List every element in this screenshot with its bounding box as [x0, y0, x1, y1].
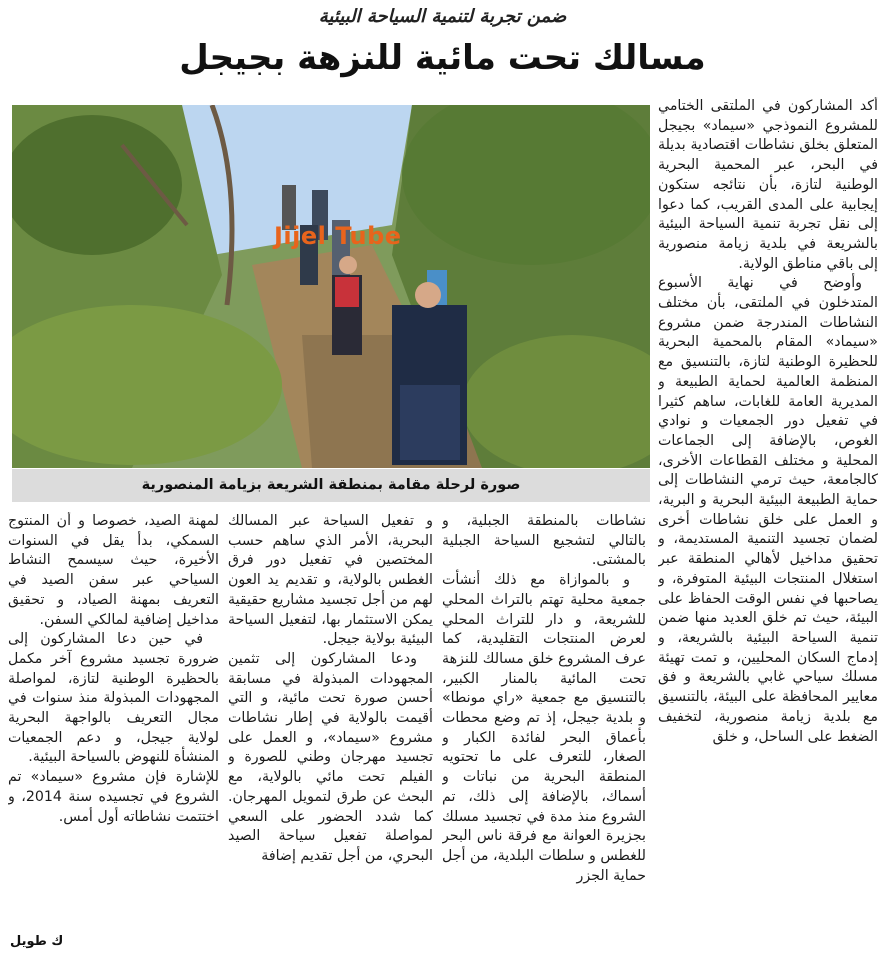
hiking-photo-illustration	[12, 105, 650, 468]
paragraph: في حين دعا المشاركون إلى ضرورة تجسيد مشروع آخر مكمل بالحظيرة الوطنية لتازة، لمواصلة المجهودات المبذولة منذ سنوات في مجال التعريف بالواجهة البحرية لولاية جيجل، و دعم الجمعيات المنشأة للنهوض بالسياحة البيئية.	[8, 631, 219, 766]
photo-watermark: Jijel Tube	[274, 222, 402, 250]
paragraph: لمهنة الصيد، خصوصا و أن المنتوج السمكي، بدأ يقل في السنوات الأخيرة، حيث سيسمح النشاط السياحي عبر سفن الصيد في التعريف بمهنة الصياد، و تحقيق مداخيل إضافية لمالكي السفن.	[8, 513, 219, 628]
paragraph: للإشارة فإن مشروع «سيماد» تم الشروع في تجسيده سنة 2014، و اختتمت نشاطاته أول أمس.	[8, 769, 219, 825]
author-signature: ك طويل	[10, 934, 64, 949]
column-2	[442, 512, 646, 960]
paragraph: أكد المشاركون في الملتقى الختامي للمشروع النموذجي «سيماد» بجيجل المتعلق بخلق نشاطات اقتصادية بديلة في البحر، عبر المحمية البحرية الوطنية لتازة، بأن نتائجه ستكون إيجابية على المدى القريب، كما دعوا إلى نقل تجربة تنمية السياحة البيئية بالشريعة في بلدية زيامة منصورية إلى باقي مناطق الولاية.	[658, 98, 878, 272]
column-1	[658, 97, 878, 959]
column-3	[228, 512, 433, 960]
article-headline: مسالك تحت مائية للنزهة بجيجل	[179, 38, 706, 78]
photo-caption: صورة لرحلة مقامة بمنطقة الشريعة بزيامة المنصورية	[12, 469, 650, 502]
article-kicker: ضمن تجربة لتنمية السياحة البيئية	[318, 6, 567, 27]
paragraph: و تفعيل السياحة عبر المسالك البحرية، الأمر الذي ساهم حسب المختصين في تفعيل دور فرق الغطس بالولاية، و تقديم يد العون لهم من أجل تجسيد مشاريع حقيقية يمكن الاستثمار بها، لتفعيل السياحة البيئية بولاية جيجل.	[228, 513, 433, 648]
paragraph: وأوضح في نهاية الأسبوع المتدخلون في الملتقى، بأن مختلف النشاطات المندرجة ضمن مشروع «سيماد» المقام بالمحمية البحرية للحظيرة الوطنية لتازة، بالتنسيق مع المنظمة العالمية لحماية الطبيعة و المديرية العامة للغابات، ساهم كثيرا في تفعيل دور الجمعيات و نوادي الغوص، بالإضافة إلى الجماعات المحلية و مختلف القطاعات الأخرى، كالجامعة، حيث ترمي النشاطات إلى حماية الطبيعة البيئية البحرية و البرية، و العمل على خلق نشاطات أخرى لضمان تجسيد التنمية المستديمة، و تحقيق مداخيل لأهالي المنطقة عبر استغلال المنتجات البيئية المتوفرة، و يصاحبها في نفس الوقت الحفاظ على البيئة، حيث تم خلق العديد منها ضمن تنمية السياحة البيئية بالشريعة، و إدماج السكان المحليين، و تمت تهيئة مسلك سياحي غابي بالشريعة و فق معايير المحافظة على البيئة، بالتنسيق مع بلدية زيامة منصورية، لتخفيف الضغط على الساحل، و خلق	[658, 275, 878, 745]
paragraph: ودعا المشاركون إلى تثمين المجهودات المبذولة في مسابقة أحسن صورة تحت مائية، و التي أقيمت بالولاية في إطار نشاطات مشروع «سيماد»، و العمل على تجسيد مهرجان وطني للصورة و الفيلم تحت مائي بالولاية، مع البحث عن طرق لتمويل المهرجان. كما شدد الحضور على السعي لمواصلة تفعيل سياحة الصيد البحري، من أجل تقديم إضافة	[228, 650, 433, 864]
article-photo	[12, 105, 650, 468]
paragraph: و بالموازاة مع ذلك أنشأت جمعية محلية تهتم بالتراث المحلي للشريعة، و دار للتراث المحلي لعرض المنتجات التقليدية، كما عرف المشروع خلق مسالك للنزهة تحت المائية بالمنار الكبير، بالتنسيق مع جمعية «راي مونطا» و بلدية جيجل، إذ تم وضع محطات بأعماق البحر لفائدة الكبار و الصغار، للتعرف على ما تحتويه المنطقة البحرية من نباتات و أسماك، بالإضافة إلى ذلك، تم الشروع منذ مدة في تجسيد مسلك بجزيرة العوانة مع فرقة ناس البحر للغطس و سلطات البلدية، من أجل حماية الجزر	[442, 572, 646, 884]
paragraph: نشاطات بالمنطقة الجبلية، و بالتالي لتشجيع السياحة الجبلية بالمشتى.	[442, 513, 646, 569]
column-4	[8, 512, 219, 960]
